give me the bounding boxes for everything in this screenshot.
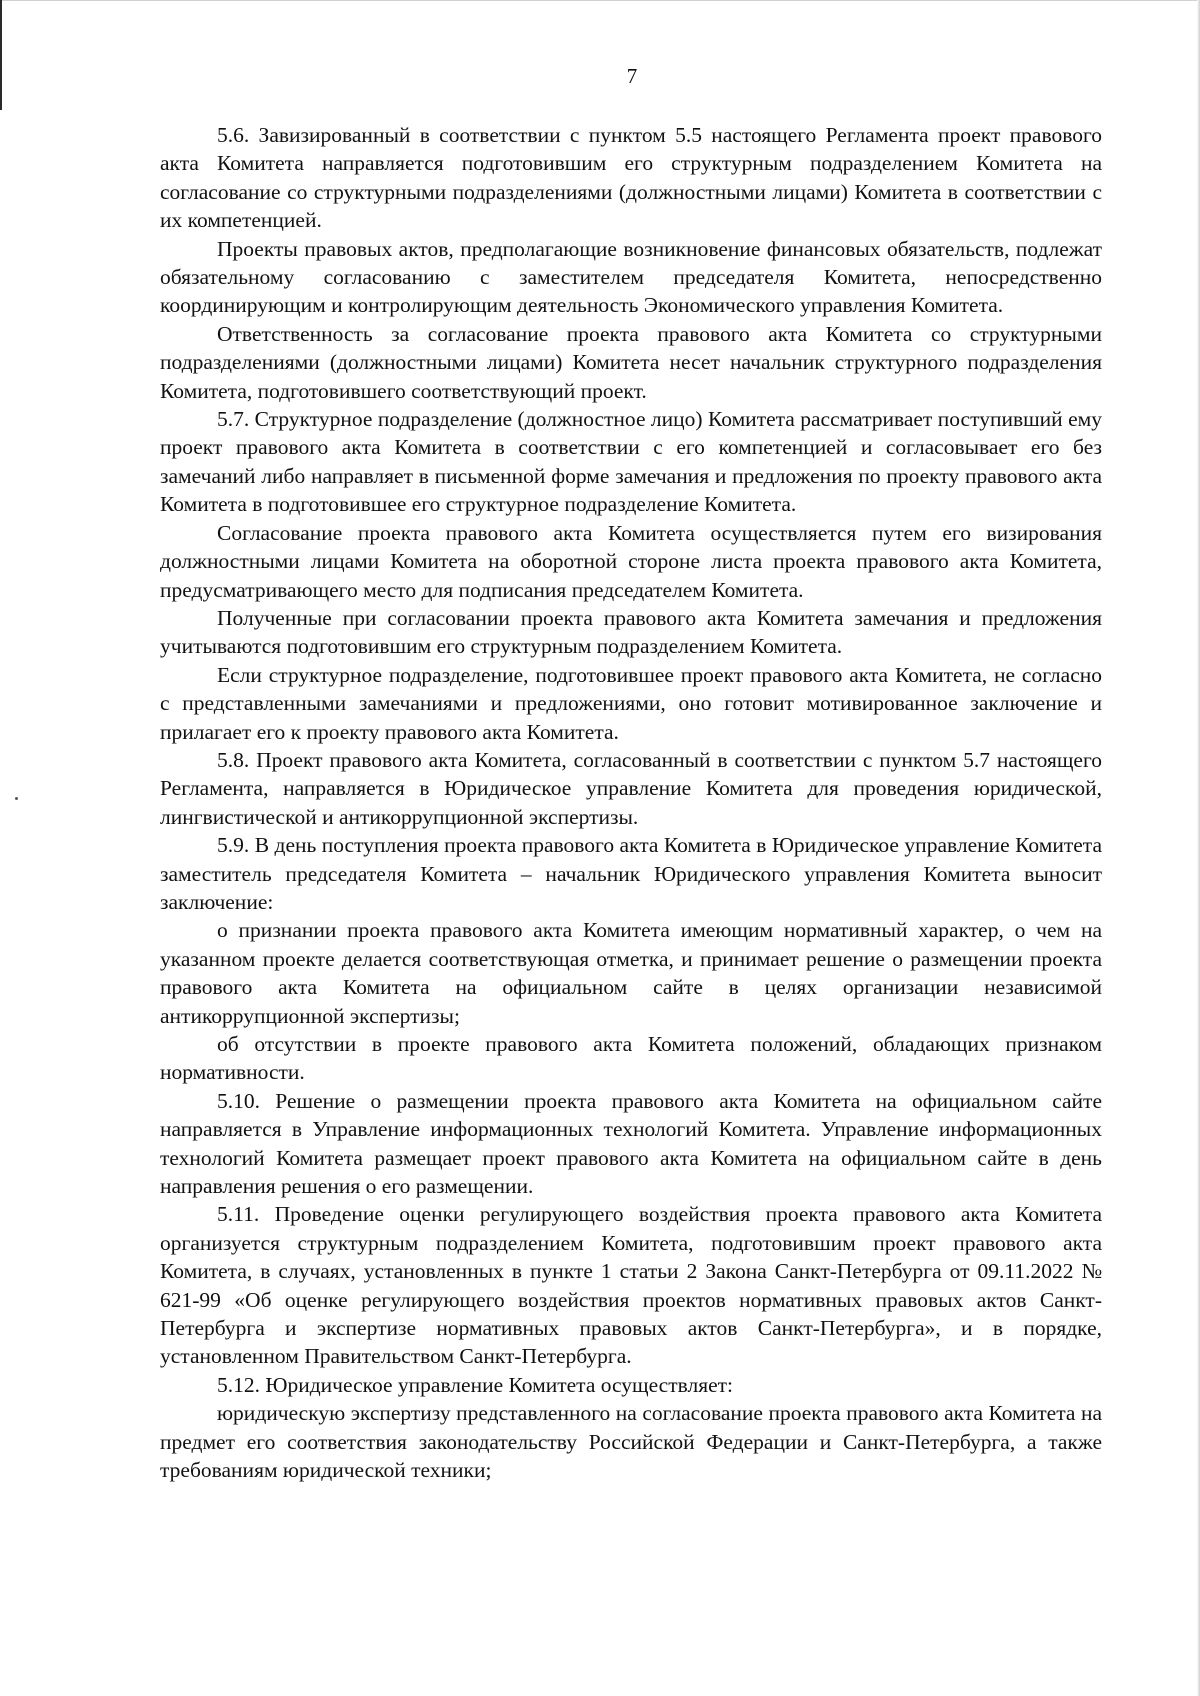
scan-left-edge <box>0 0 2 110</box>
paragraph-5-7: 5.7. Структурное подразделение (должностное лицо) Комитета рассматривает поступивший ему проект правового акта Комитета в соответствии с его компетенцией и согласовывает его без замечаний либо направляет в письменной форме замечания и предложения по проекту правового акта Комитета в подготовившее его структурное подразделение Комитета. <box>160 407 1102 517</box>
document-body <box>160 121 1102 1485</box>
paragraph-5-11: 5.11. Проведение оценки регулирующего воздействия проекта правового акта Комитета организуется структурным подразделением Комитета, подготовившим проект правового акта Комитета, в случаях, установленных в пункте 1 статьи 2 Закона Санкт-Петербурга от 09.11.2022 № 621-99 «Об оценке регулирующего воздействия проектов нормативных правовых актов Санкт-Петербурга и экспертизе нормативных правовых актов Санкт-Петербурга», и в порядке, установленном Правительством Санкт-Петербурга. <box>160 1202 1102 1369</box>
scan-speck <box>15 797 18 800</box>
paragraph-5-6: 5.6. Завизированный в соответствии с пунктом 5.5 настоящего Регламента проект правового акта Комитета направляется подготовившим его структурным подразделением Комитета на согласование со структурными подразделениями (должностными лицами) Комитета в соответствии с их компетенцией. <box>160 123 1102 233</box>
paragraph-financial-obligations: Проекты правовых актов, предполагающие возникновение финансовых обязательств, подлежат обязательному согласованию с заместителем председателя Комитета, непосредственно координирующим и контролирующим деятельность Экономического управления Комитета. <box>160 236 1102 318</box>
paragraph-5-10: 5.10. Решение о размещении проекта правового акта Комитета на официальном сайте направляется в Управление информационных технологий Комитета. Управление информационных технологий Комитета размещает проект правового акта Комитета на официальном сайте в день направления решения о его размещении. <box>160 1088 1102 1199</box>
paragraph-responsibility: Ответственность за согласование проекта правового акта Комитета со структурными подразделениями (должностными лицами) Комитета несет начальник структурного подразделения Комитета, подготовившего соответствующий проект. <box>160 321 1102 403</box>
paragraph-5-9: 5.9. В день поступления проекта правового акта Комитета в Юридическое управление Комитета заместитель председателя Комитета – начальник Юридического управления Комитета выносит заключение: <box>160 833 1102 914</box>
paragraph-disagreement: Если структурное подразделение, подготовившее проект правового акта Комитета, не согласно с представленными замечаниями и предложениями, оно готовит мотивированное заключение и прилагает его к проекту правового акта Комитета. <box>160 662 1102 744</box>
page-number: 7 <box>626 64 638 88</box>
paragraph-legal-expertise: юридическую экспертизу представленного на согласование проекта правового акта Комитета на предмет его соответствия законодательству Российской Федерации и Санкт-Петербурга, а также требованиям юридической техники; <box>160 1401 1102 1483</box>
paragraph-no-normative-provisions: об отсутствии в проекте правового акта Комитета положений, обладающих признаком нормативности. <box>160 1032 1102 1085</box>
paragraph-5-12: 5.12. Юридическое управление Комитета осуществляет: <box>217 1372 734 1397</box>
paragraph-5-8: 5.8. Проект правового акта Комитета, согласованный в соответствии с пунктом 5.7 настоящего Регламента, направляется в Юридическое управление Комитета для проведения юридической, лингвистической и антикоррупционной экспертизы. <box>160 747 1102 829</box>
scan-top-edge <box>0 0 1200 1</box>
paragraph-approval-visa: Согласование проекта правового акта Комитета осуществляется путем его визирования должностными лицами Комитета на оборотной стороне листа проекта правового акта Комитета, предусматривающего место для подписания председателем Комитета. <box>160 520 1102 602</box>
paragraph-normative-character: о признании проекта правового акта Комитета имеющим нормативный характер, о чем на указанном проекте делается соответствующая отметка, и принимает решение о размещении проекта правового акта Комитета на официальном сайте в целях организации независимой антикоррупционной экспертизы; <box>160 918 1102 1028</box>
paragraph-remarks-considered: Полученные при согласовании проекта правового акта Комитета замечания и предложения учитываются подготовившим его структурным подразделением Комитета. <box>160 605 1102 659</box>
